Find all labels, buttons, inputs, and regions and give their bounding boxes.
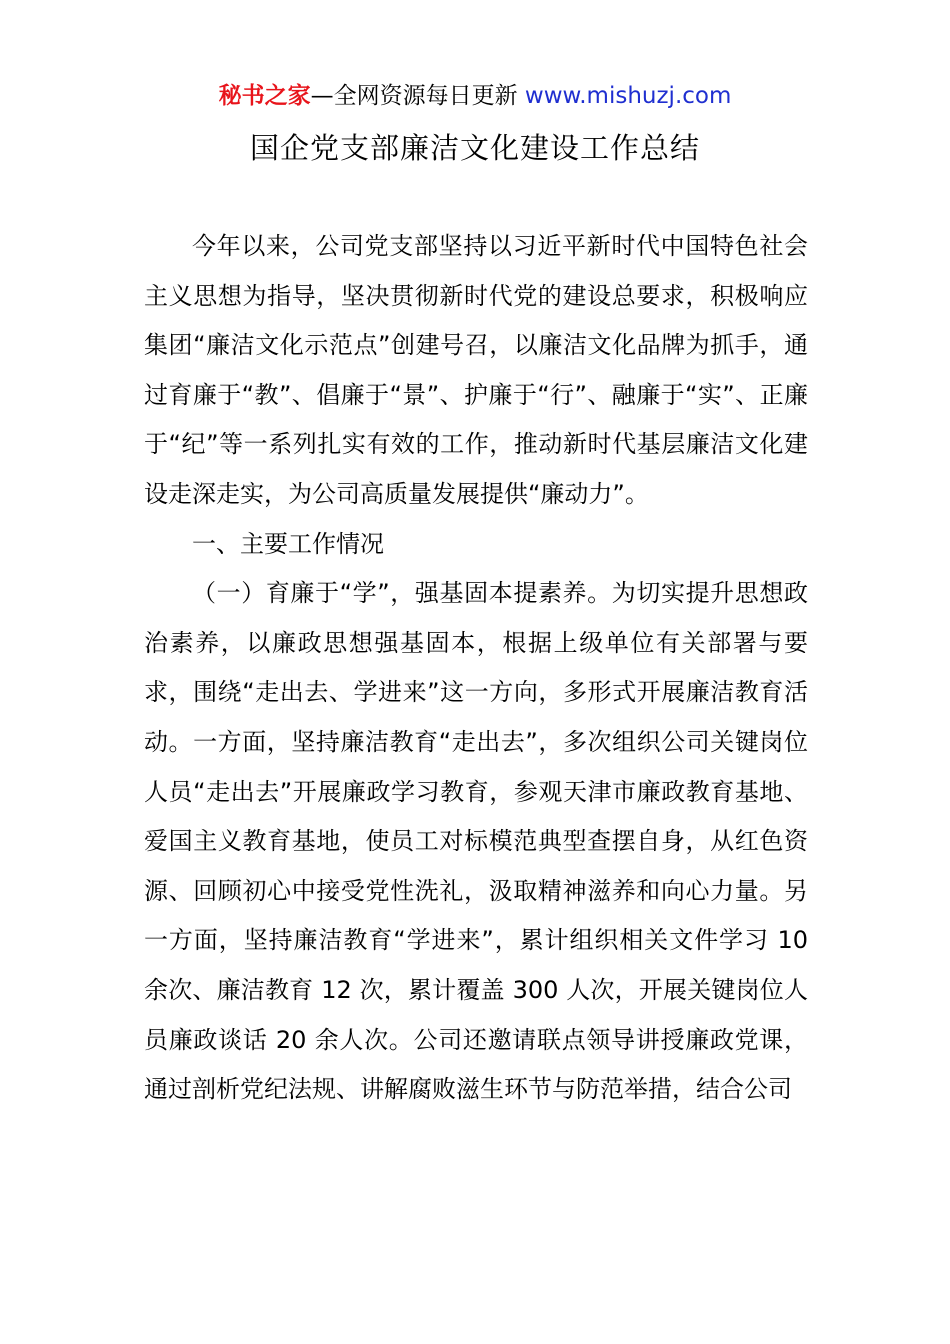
- document-title: 国企党支部廉洁文化建设工作总结: [249, 131, 700, 165]
- site-url[interactable]: www.mishuzj.com: [524, 83, 732, 109]
- site-banner: [0, 80, 950, 112]
- intro-paragraph: 今年以来，公司党支部坚持以习近平新时代中国特色社会主义思想为指导，坚决贯彻新时代党的建设总要求，积极响应集团“廉洁文化示范点”创建号召，以廉洁文化品牌为抓手，通过育廉于“教”、倡廉于“景”、护廉于“行”、融廉于“实”、正廉于“纪”等一系列扎实有效的工作，推动新时代基层廉洁文化建设走深走实，为公司高质量发展提供“廉动力”。: [144, 232, 808, 508]
- site-brand: 秘书之家: [218, 83, 311, 109]
- subsection-paragraph: （一）育廉于“学”，强基固本提素养。为切实提升思想政治素养，以廉政思想强基固本，根据上级单位有关部署与要求，围绕“走出去、学进来”这一方向，多形式开展廉洁教育活动。一方面，坚持廉洁教育“走出去”，多次组织公司关键岗位人员“走出去”开展廉政学习教育，参观天津市廉政教育基地、爱国主义教育基地，使员工对标模范典型查摆自身，从红色资源、回顾初心中接受党性洗礼，汲取精神滋养和向心力量。另一方面，坚持廉洁教育“学进来”，累计组织相关文件学习 10 余次、廉洁教育 12 次，累计覆盖 300 人次，开展关键岗位人员廉政谈话 20 余人次。公司还邀请联点领导讲授廉政党课，通过剖析党纪法规、讲解腐败滋生环节与防范举措，结合公司: [144, 579, 808, 1104]
- document-body: [144, 222, 808, 1115]
- site-tagline: —全网资源每日更新: [310, 83, 525, 109]
- section-heading: 一、主要工作情况: [192, 529, 384, 558]
